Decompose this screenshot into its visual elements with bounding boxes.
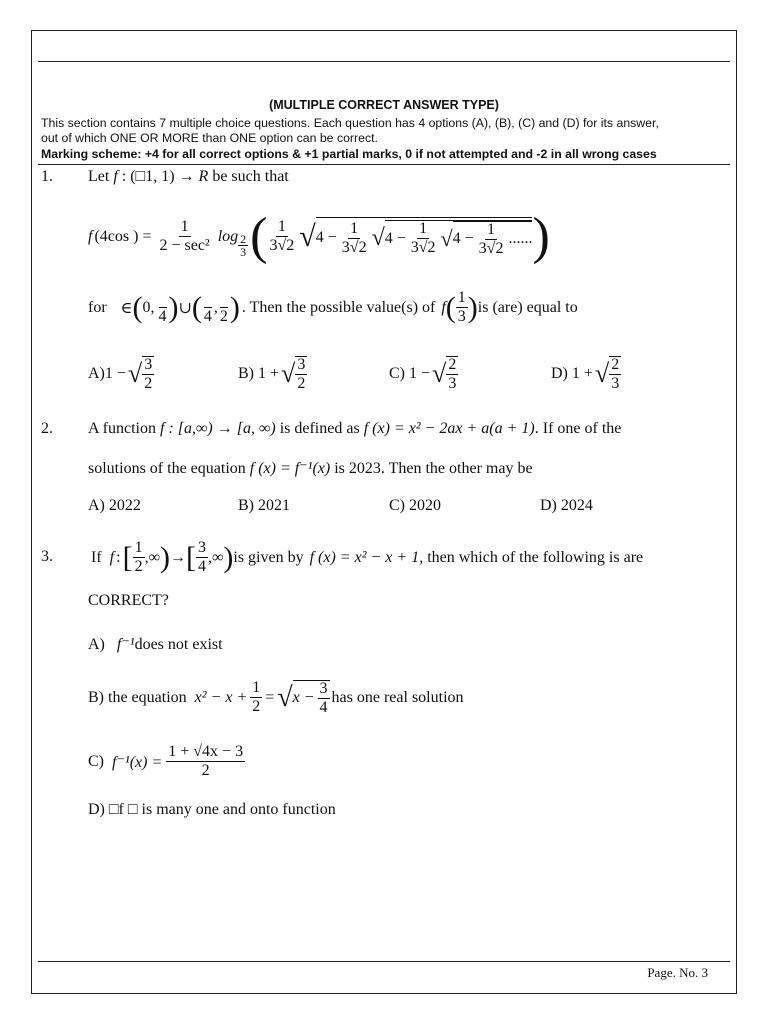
q2-option-a[interactable]: A) 2022 (88, 497, 141, 514)
page-number: Page. No. 3 (647, 965, 708, 980)
q3-line-2: CORRECT? (88, 592, 169, 609)
q1-intro: Let f : (□1, 1) → R be such that (88, 168, 289, 185)
q1-option-d[interactable]: D) 1 + √ $\frac{2}{3}$ (551, 355, 620, 392)
q2-option-c[interactable]: C) 2020 (389, 497, 441, 514)
q3-number: 3. (41, 548, 53, 565)
q3-line-1: If f : [ $\frac{1}{2}$ ,∞ ) → [ $\frac{3}{4}$ ,∞ ) is given by f (x) = x² − x + 1 , then which of the following is are (91, 539, 644, 576)
marking-scheme: Marking scheme: +4 for all correct options & +1 partial marks, 0 if not attempted and -2 in all wrong cases (41, 147, 657, 161)
q3-option-a[interactable]: A) f⁻¹does not exist (88, 636, 223, 653)
q2-number: 2. (41, 420, 53, 437)
section-instructions-line-2: out of which ONE OR MORE than ONE option can be correct. (41, 131, 378, 145)
q1-lhs-fraction: $\frac{1}{\text{2 − sec²}}$ (159, 218, 210, 255)
header-rule (38, 61, 730, 62)
footer-rule (38, 961, 730, 962)
q1-domain-line: for ∈ ( 0, 4 ) ∪ ( 4 , 2 ) . Then the possible value(s) of f ( $\frac{1}{3}$ ) is (are) equal to (88, 289, 578, 326)
q3-option-d[interactable]: D) □f □ is many one and onto function (88, 801, 336, 818)
q1-coefficient: $\frac{1}{3√2}$ (269, 218, 295, 255)
q2-line-2: solutions of the equation f (x) = f⁻¹(x) is 2023. Then the other may be (88, 460, 533, 477)
q1-nested-radical: 4 − $\frac{1}{3√2}$ √ 4 − $\frac{1}{3√2}$ √ 4 − $\frac{1}{3√2}$ ...... (316, 217, 533, 257)
q2-option-d[interactable]: D) 2024 (540, 497, 593, 514)
q3-option-c[interactable]: C) f⁻¹(x) = $\frac{1 + √4x - 3}{2}$ (88, 743, 244, 780)
section-rule (38, 164, 730, 165)
q1-option-b[interactable]: B) 1 + √ $\frac{3}{2}$ (238, 355, 306, 392)
section-instructions-line-1: This section contains 7 multiple choice questions. Each question has 4 options (A), (B), (C) and (D) for its answer, (41, 116, 659, 130)
q2-line-1: A function f : [a,∞) → [a, ∞) is defined as f (x) = x² − 2ax + a(a + 1). If one of the (88, 420, 622, 437)
q1-option-a[interactable]: A)1 − √ $\frac{3}{2}$ (88, 355, 153, 392)
q1-log-base: $\frac{2}{3}$ (240, 231, 247, 260)
q1-number: 1. (41, 168, 53, 185)
q2-option-b[interactable]: B) 2021 (238, 497, 290, 514)
q1-option-c[interactable]: C) 1 − √ $\frac{2}{3}$ (389, 355, 457, 392)
section-title: (MULTIPLE CORRECT ANSWER TYPE) (269, 98, 499, 112)
q3-option-b[interactable]: B) the equation x² − x + $\frac{1}{2}$ = √ x − $\frac{3}{4}$ has one real solution (88, 679, 464, 716)
q1-function-definition: f (4cos ) = $\frac{1}{\text{2 − sec²}}$ log $\frac{2}{3}$ ( $\frac{1}{3√2}$ √ 4 − $\frac{1}{3√2}$ √ 4 − $\frac{1}{3√2}$ √ 4 − $\frac{1}{3√2}$ ...... ) (88, 208, 550, 265)
q1-one-third: $\frac{1}{3}$ (457, 289, 466, 326)
